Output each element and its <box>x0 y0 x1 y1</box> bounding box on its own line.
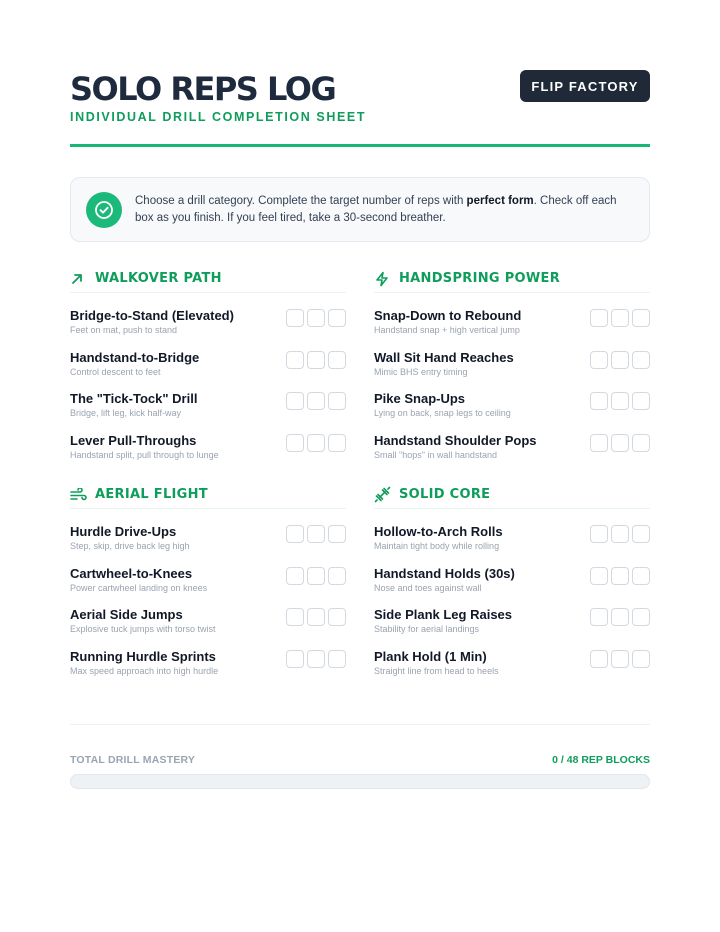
rep-checkbox[interactable] <box>328 608 346 626</box>
rep-checkboxes <box>590 525 650 543</box>
drill-name: Handstand-to-Bridge <box>70 349 200 365</box>
drill-list <box>70 509 346 689</box>
section-solid-core <box>374 481 650 689</box>
rep-checkbox[interactable] <box>307 392 325 410</box>
instructions-text <box>135 193 635 227</box>
drill-item <box>374 606 650 648</box>
drill-name: Hollow-to-Arch Rolls <box>374 524 503 539</box>
rep-checkboxes <box>286 567 346 585</box>
drill-item <box>374 523 650 565</box>
rep-checkbox[interactable] <box>286 567 304 585</box>
drill-item <box>374 648 650 690</box>
section-title: HANDSPRING POWER <box>399 271 561 286</box>
rep-checkbox[interactable] <box>632 434 650 452</box>
section-walkover-path <box>70 265 346 473</box>
rep-checkbox[interactable] <box>286 650 304 668</box>
instructions-text-end: . Check off each box as you finish. If you feel tired, take a 30-second breather. <box>135 195 617 224</box>
drill-description: Max speed approach into high hurdle <box>70 665 219 676</box>
page-title: SOLO REPS LOG <box>70 70 336 108</box>
rep-checkboxes <box>286 525 346 543</box>
drill-description: Small "hops" in wall handstand <box>374 449 497 460</box>
section-header <box>70 481 346 509</box>
drill-item <box>70 606 346 648</box>
drill-item <box>70 432 346 474</box>
drill-name: Snap-Down to Rebound <box>374 308 522 323</box>
instructions-text-start: Choose a drill category. Complete the target number of reps with <box>135 195 467 207</box>
drill-list <box>70 293 346 473</box>
header <box>70 70 650 130</box>
rep-checkbox[interactable] <box>611 434 629 452</box>
drill-item <box>374 565 650 607</box>
rep-checkbox[interactable] <box>328 650 346 668</box>
footer-divider <box>70 724 650 725</box>
rep-checkboxes <box>590 650 650 668</box>
rep-checkbox[interactable] <box>307 309 325 327</box>
rep-checkboxes <box>590 567 650 585</box>
rep-checkbox[interactable] <box>590 392 608 410</box>
rep-checkbox[interactable] <box>632 351 650 369</box>
drill-name: Hurdle Drive-Ups <box>70 524 177 539</box>
rep-checkbox[interactable] <box>590 309 608 327</box>
drill-description: Lying on back, snap legs to ceiling <box>374 408 511 418</box>
section-header <box>374 481 650 509</box>
rep-checkbox[interactable] <box>286 351 304 369</box>
page-subtitle: INDIVIDUAL DRILL COMPLETION SHEET <box>70 110 367 124</box>
drill-item <box>374 307 650 349</box>
rep-checkbox[interactable] <box>286 434 304 452</box>
drill-item <box>374 432 650 474</box>
rep-checkbox[interactable] <box>286 525 304 543</box>
drill-description: Handstand split, pull through to lunge <box>70 449 219 460</box>
drill-name: Cartwheel-to-Knees <box>70 565 193 581</box>
wind-icon <box>70 486 88 504</box>
arrow-up-right-icon <box>70 270 88 288</box>
drill-name: Side Plank Leg Raises <box>374 607 513 622</box>
rep-checkboxes <box>286 608 346 626</box>
rep-checkbox[interactable] <box>328 351 346 369</box>
rep-checkbox[interactable] <box>307 525 325 543</box>
lightning-bolt-icon <box>374 270 392 288</box>
mastery-progress-bar <box>70 774 650 789</box>
rep-checkbox[interactable] <box>286 309 304 327</box>
rep-checkbox[interactable] <box>328 525 346 543</box>
drill-name: Running Hurdle Sprints <box>70 648 216 664</box>
drill-description: Handstand snap + high vertical jump <box>374 325 520 335</box>
section-handspring-power <box>374 265 650 473</box>
rep-checkbox[interactable] <box>307 608 325 626</box>
drill-item <box>374 390 650 432</box>
rep-checkbox[interactable] <box>632 650 650 668</box>
drill-item <box>70 565 346 607</box>
drill-list <box>374 293 650 473</box>
drill-item <box>70 307 346 349</box>
drill-item <box>70 349 346 391</box>
rep-checkbox[interactable] <box>307 650 325 668</box>
drill-description: Maintain tight body while rolling <box>374 541 500 551</box>
rep-checkbox[interactable] <box>590 567 608 585</box>
drill-description: Mimic BHS entry timing <box>374 366 468 377</box>
rep-checkbox[interactable] <box>632 525 650 543</box>
drill-description: Feet on mat, push to stand <box>70 325 178 335</box>
rep-checkbox[interactable] <box>611 392 629 410</box>
header-divider <box>70 144 650 147</box>
section-header <box>70 265 346 293</box>
drill-name: Pike Snap-Ups <box>374 391 466 406</box>
rep-checkbox[interactable] <box>590 351 608 369</box>
drill-item <box>70 390 346 432</box>
brand-badge: FLIP FACTORY <box>520 70 650 102</box>
check-circle-icon <box>86 192 122 228</box>
rep-checkboxes <box>286 650 346 668</box>
drill-name: Plank Hold (1 Min) <box>374 648 487 664</box>
rep-checkbox[interactable] <box>307 567 325 585</box>
section-aerial-flight <box>70 481 346 689</box>
rep-checkbox[interactable] <box>611 567 629 585</box>
rep-checkboxes <box>286 434 346 452</box>
drill-name: The "Tick-Tock" Drill <box>70 391 198 406</box>
drill-list <box>374 509 650 689</box>
drill-name: Aerial Side Jumps <box>70 607 183 622</box>
instructions-notice <box>70 177 650 242</box>
drill-description: Step, skip, drive back leg high <box>70 541 190 551</box>
rep-checkboxes <box>590 309 650 327</box>
rep-checkboxes <box>286 392 346 410</box>
rep-checkboxes <box>590 434 650 452</box>
rep-checkbox[interactable] <box>611 608 629 626</box>
section-title: SOLID CORE <box>399 487 491 502</box>
drill-description: Nose and toes against wall <box>374 582 482 593</box>
rep-checkbox[interactable] <box>328 434 346 452</box>
rep-checkbox[interactable] <box>590 608 608 626</box>
section-title: WALKOVER PATH <box>95 271 222 286</box>
dumbbell-icon <box>374 486 392 504</box>
drill-item <box>374 349 650 391</box>
rep-checkbox[interactable] <box>307 351 325 369</box>
total-label: TOTAL DRILL MASTERY <box>70 754 196 766</box>
drill-description: Straight line from head to heels <box>374 665 499 676</box>
rep-checkbox[interactable] <box>590 434 608 452</box>
drill-description: Power cartwheel landing on knees <box>70 582 208 593</box>
rep-checkbox[interactable] <box>328 309 346 327</box>
rep-checkbox[interactable] <box>590 525 608 543</box>
rep-checkbox[interactable] <box>590 650 608 668</box>
rep-checkboxes <box>590 351 650 369</box>
rep-checkboxes <box>286 309 346 327</box>
rep-checkboxes <box>590 392 650 410</box>
rep-checkbox[interactable] <box>632 392 650 410</box>
rep-checkbox[interactable] <box>328 567 346 585</box>
instructions-text-emphasis: perfect form <box>466 195 534 207</box>
rep-checkbox[interactable] <box>611 525 629 543</box>
drill-item <box>70 648 346 690</box>
drill-name: Handstand Shoulder Pops <box>374 432 537 448</box>
rep-checkbox[interactable] <box>611 309 629 327</box>
drill-description: Stability for aerial landings <box>374 624 480 634</box>
rep-checkbox[interactable] <box>611 351 629 369</box>
rep-checkbox[interactable] <box>632 309 650 327</box>
drill-description: Bridge, lift leg, kick half-way <box>70 408 182 418</box>
drill-name: Handstand Holds (30s) <box>374 565 515 581</box>
drill-item <box>70 523 346 565</box>
drill-description: Control descent to feet <box>70 366 161 377</box>
rep-checkbox[interactable] <box>286 608 304 626</box>
rep-checkbox[interactable] <box>307 434 325 452</box>
rep-checkboxes <box>590 608 650 626</box>
rep-checkbox[interactable] <box>328 392 346 410</box>
total-count: 0 / 48 REP BLOCKS <box>552 754 650 766</box>
drill-name: Lever Pull-Throughs <box>70 432 197 448</box>
rep-checkboxes <box>286 351 346 369</box>
section-title: AERIAL FLIGHT <box>95 487 208 502</box>
rep-checkbox[interactable] <box>286 392 304 410</box>
section-header <box>374 265 650 293</box>
drill-name: Wall Sit Hand Reaches <box>374 349 514 365</box>
rep-checkbox[interactable] <box>632 567 650 585</box>
drill-name: Bridge-to-Stand (Elevated) <box>70 308 234 323</box>
rep-checkbox[interactable] <box>632 608 650 626</box>
drill-description: Explosive tuck jumps with torso twist <box>70 624 216 634</box>
rep-checkbox[interactable] <box>611 650 629 668</box>
